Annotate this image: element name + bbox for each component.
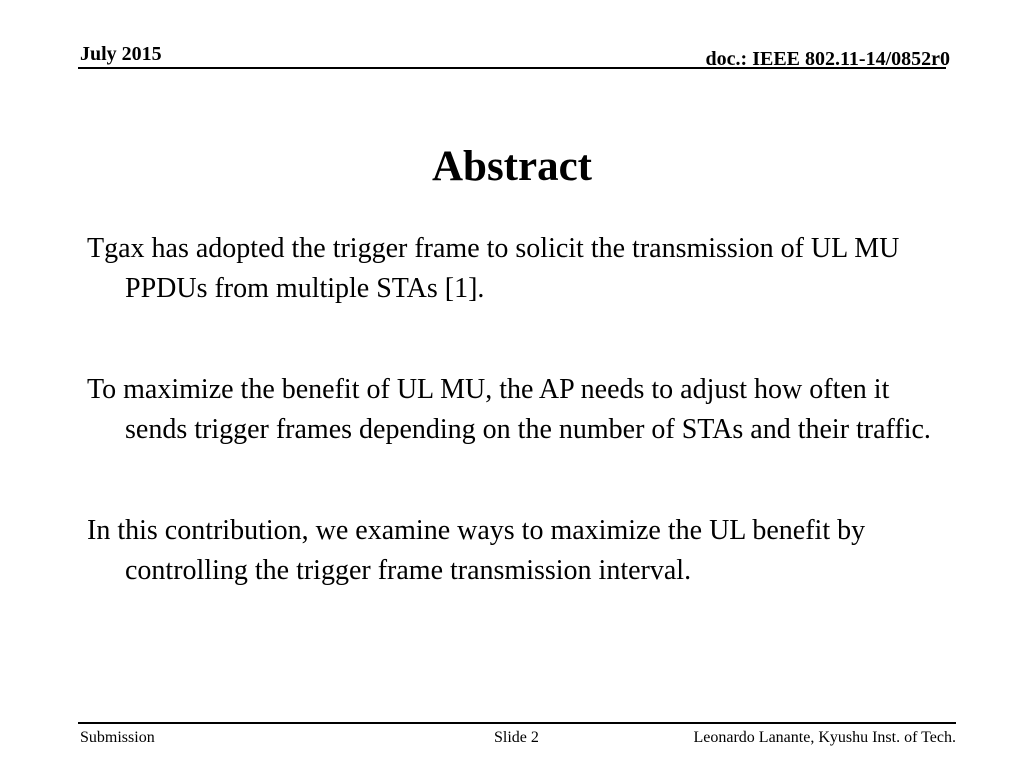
footer-divider xyxy=(78,722,956,724)
abstract-paragraph: Tgax has adopted the trigger frame to solicit the transmission of UL MU PPDUs from multiple STAs [1]. xyxy=(87,233,900,304)
abstract-paragraph-list xyxy=(87,229,947,591)
abstract-paragraph: To maximize the benefit of UL MU, the AP needs to adjust how often it sends trigger frames depending on the number of STAs and their traffic. xyxy=(87,374,931,445)
header-divider xyxy=(78,67,946,69)
footer-author: Leonardo Lanante, Kyushu Inst. of Tech. xyxy=(693,729,956,746)
header-date: July 2015 xyxy=(80,43,162,65)
header-document-id: doc.: IEEE 802.11-14/0852r0 xyxy=(705,48,950,70)
footer-submission-label: Submission xyxy=(80,729,155,746)
abstract-paragraph: In this contribution, we examine ways to maximize the UL benefit by controlling the trigger frame transmission interval. xyxy=(87,515,866,586)
footer-slide-number: Slide 2 xyxy=(494,729,539,746)
slide-title: Abstract xyxy=(431,142,592,190)
